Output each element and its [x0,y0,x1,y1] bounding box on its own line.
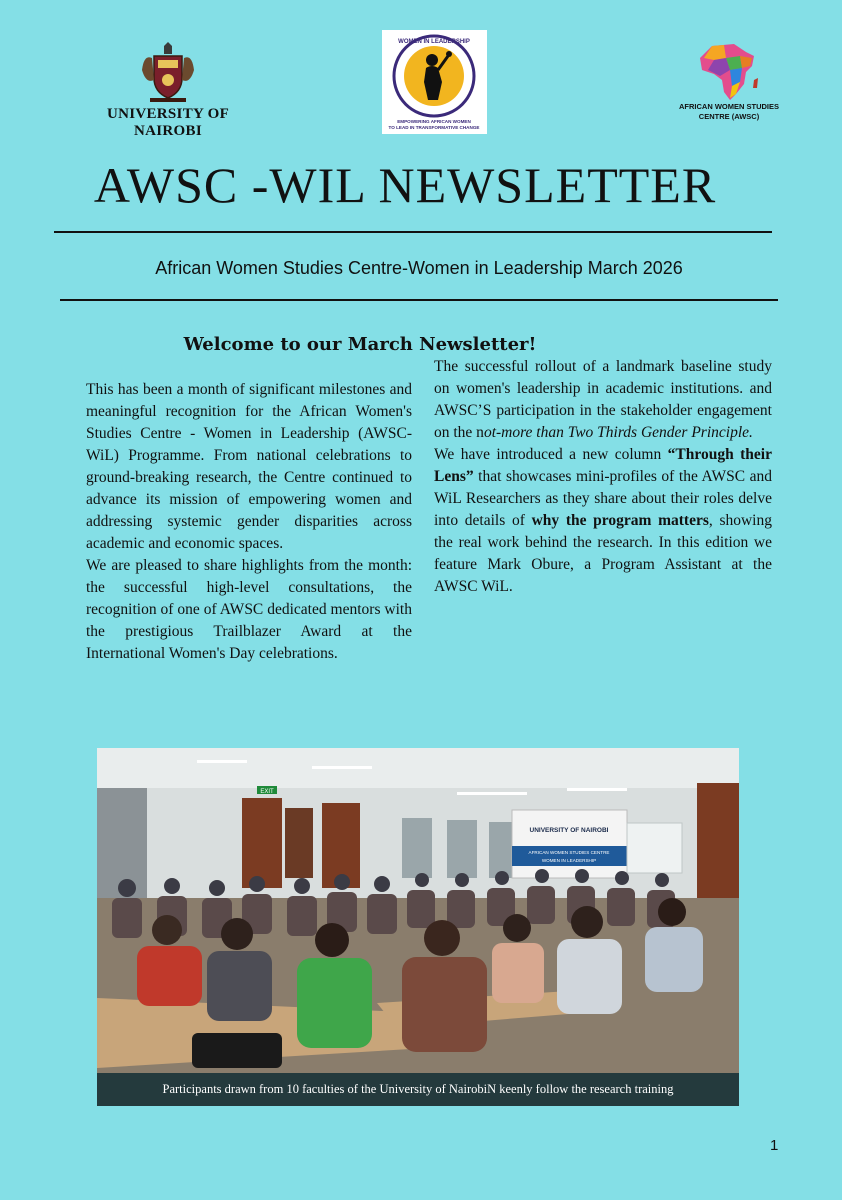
through-their-lens: “Through their Lens” [434,446,772,485]
title-divider-top [54,231,772,233]
right-paragraph-2 [434,444,772,598]
awsc-logo [664,42,794,128]
university-name: UNIVERSITY OF NAIROBI [106,106,230,139]
photo-caption: Participants drawn from 10 faculties of the University of NairobiN keenly follow the research training [97,1073,739,1106]
awsc-name-line-1: AFRICAN WOMEN STUDIES [679,102,779,111]
exit-sign-text: EXIT [260,789,274,795]
left-paragraph-2: We are pleased to share highlights from the month: the successful high-level consultations, the recognition of one of AWSC dedicated mentors with the prestigious Trailblazer Award at the International Women's Day celebrations. [86,557,412,662]
banner-line-1: UNIVERSITY OF NAIROBI [529,827,609,834]
training-photo [97,748,739,1106]
why-the-program-matters: why the program matters [531,512,709,529]
two-thirds-gender-principle: ot-more than Two Thirds Gender Principle. [483,424,753,441]
right-paragraph-2-c: , showing the real work behind the research. In this edition we feature Mark Obure, a Program Assistant at the AWSC WiL. [434,512,772,595]
wil-tagline-1: EMPOWERING AFRICAN WOMEN [397,119,471,124]
title-divider-bottom [60,299,778,301]
welcome-heading: Welcome to our March Newsletter! [183,334,537,355]
left-column [86,379,412,665]
page-number: 1 [770,1137,779,1154]
right-column [434,356,772,598]
event-banner [512,810,627,878]
wil-top-text: WOMEN IN LEADERSHIP [398,39,470,45]
newsletter-title: AWSC -WIL NEWSLETTER [93,157,717,213]
right-paragraph-2-a: We have introduced a new column [434,446,668,463]
coat-of-arms-icon [136,40,200,104]
right-paragraph-1-text: The successful rollout of a landmark baseline study on women's leadership in academic institutions. and AWSC’S participation in the stakeholder engagement on the n [434,358,772,441]
women-in-leadership-logo [382,30,487,134]
wil-tagline-2: TO LEAD IN TRANSFORMATIVE CHANGE [388,125,480,130]
banner-line-3: WOMEN IN LEADERSHIP [541,858,597,863]
university-of-nairobi-logo [78,40,258,139]
right-paragraph-1 [434,356,772,444]
awsc-name-line-2: CENTRE (AWSC) [698,112,760,121]
right-paragraph-2-b: that showcases mini-profiles of the AWSC and WiL Researchers as they share about their roles delve into details of [434,468,772,529]
left-paragraph-1: This has been a month of significant milestones and meaningful recognition for the African Women's Studies Centre - Women in Leadership (AWSC-WiL) Programme. From national celebrations to ground-breaking research, the Centre continued to advance its mission of empowering women and addressing systemic gender disparities across academic and economic spaces. [86,381,412,552]
newsletter-subtitle: African Women Studies Centre-Women in Leadership March 2026 [155,258,683,278]
banner-line-2: AFRICAN WOMEN STUDIES CENTRE [528,850,610,855]
africa-map-icon [694,42,764,102]
